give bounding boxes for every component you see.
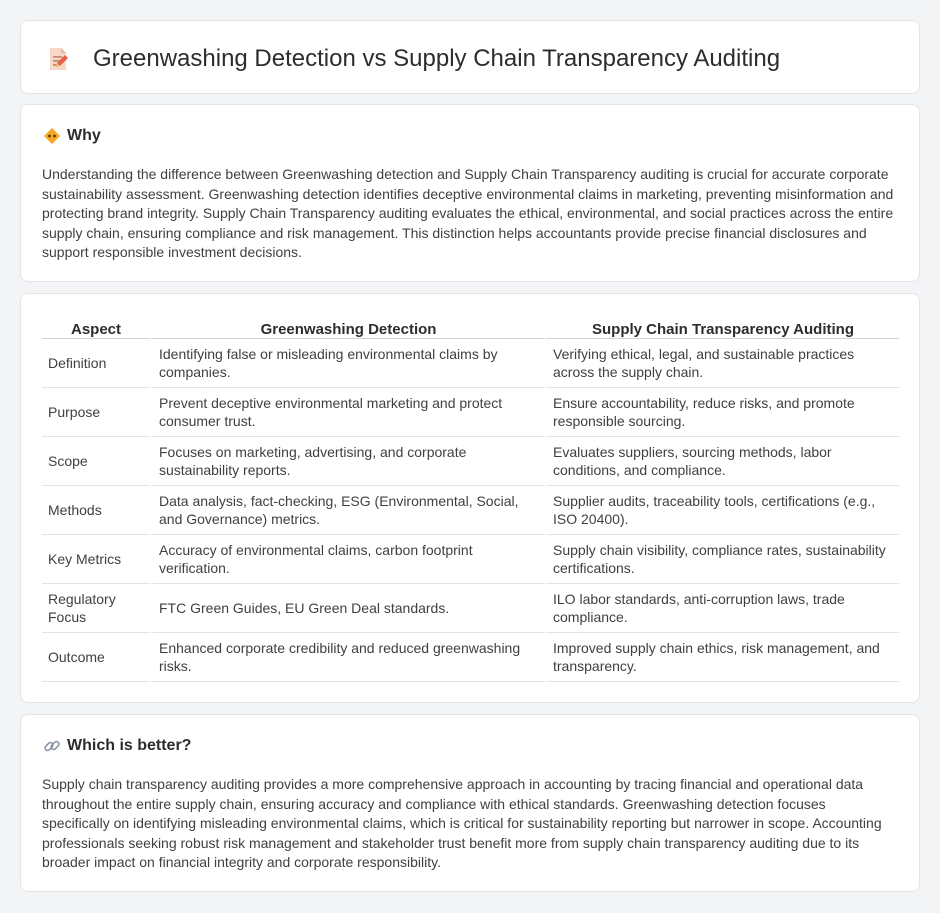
table-header-row — [42, 315, 899, 339]
row-supply-chain: Supplier audits, traceability tools, certifications (e.g., ISO 20400). — [544, 486, 899, 535]
row-aspect: Definition — [42, 339, 150, 388]
row-supply-chain: Improved supply chain ethics, risk management, and transparency. — [544, 633, 899, 682]
why-heading-row — [43, 127, 101, 145]
table-row — [42, 584, 899, 633]
row-greenwashing: Identifying false or misleading environmental claims by companies. — [150, 339, 544, 388]
row-greenwashing: Focuses on marketing, advertising, and corporate sustainability reports. — [150, 437, 544, 486]
better-body: Supply chain transparency auditing provides a more comprehensive approach in accounting by tracing financial and operational data throughout the entire supply chain, ensuring accuracy and compliance with ethical standards. Greenwashing detection focuses specifically on identifying misleading environmental claims, which is critical for sustainability reporting but narrower in scope. Accounting professionals seeking robust risk management and stakeholder trust benefit more from supply chain transparency auditing due to its broader impact on financial integrity and corporate responsibility. — [42, 776, 882, 871]
diamond-sign-icon — [43, 127, 61, 145]
page-title: Greenwashing Detection vs Supply Chain Transparency Auditing — [93, 45, 781, 72]
row-greenwashing: Data analysis, fact-checking, ESG (Environmental, Social, and Governance) metrics. — [150, 486, 544, 535]
row-supply-chain: Ensure accountability, reduce risks, and promote responsible sourcing. — [544, 388, 899, 437]
table-row — [42, 437, 899, 486]
header-greenwashing: Greenwashing Detection — [150, 315, 544, 339]
row-greenwashing: FTC Green Guides, EU Green Deal standards. — [150, 584, 544, 633]
row-aspect: Scope — [42, 437, 150, 486]
table-row — [42, 633, 899, 682]
row-aspect: Key Metrics — [42, 535, 150, 584]
comparison-table — [42, 315, 899, 682]
comparison-section — [20, 293, 920, 703]
why-heading: Why — [67, 127, 101, 144]
row-aspect: Regulatory Focus — [42, 584, 150, 633]
link-icon — [43, 737, 61, 755]
row-supply-chain: Supply chain visibility, compliance rates, sustainability certifications. — [544, 535, 899, 584]
document-pen-icon — [45, 46, 71, 72]
row-aspect: Methods — [42, 486, 150, 535]
better-heading-row — [43, 737, 191, 755]
better-heading: Which is better? — [67, 737, 192, 754]
row-greenwashing: Accuracy of environmental claims, carbon footprint verification. — [150, 535, 544, 584]
table-row — [42, 535, 899, 584]
row-supply-chain: Verifying ethical, legal, and sustainable practices across the supply chain. — [544, 339, 899, 388]
row-aspect: Outcome — [42, 633, 150, 682]
header-aspect: Aspect — [42, 315, 150, 339]
header-supply-chain: Supply Chain Transparency Auditing — [544, 315, 899, 339]
table-row — [42, 486, 899, 535]
title-row — [45, 45, 780, 73]
table-row — [42, 388, 899, 437]
why-section — [20, 104, 920, 282]
row-supply-chain: ILO labor standards, anti-corruption laws, trade compliance. — [544, 584, 899, 633]
which-better-section — [20, 714, 920, 892]
row-aspect: Purpose — [42, 388, 150, 437]
row-greenwashing: Prevent deceptive environmental marketing and protect consumer trust. — [150, 388, 544, 437]
row-greenwashing: Enhanced corporate credibility and reduced greenwashing risks. — [150, 633, 544, 682]
table-row — [42, 339, 899, 388]
title-card — [20, 20, 920, 94]
row-supply-chain: Evaluates suppliers, sourcing methods, labor conditions, and compliance. — [544, 437, 899, 486]
why-body: Understanding the difference between Greenwashing detection and Supply Chain Transparency auditing is crucial for accurate corporate sustainability assessment. Greenwashing detection identifies deceptive environmental claims in marketing, preventing misinformation and protecting brand integrity. Supply Chain Transparency auditing evaluates the ethical, environmental, and social practices across the entire supply chain, ensuring compliance and risk management. This distinction helps accountants provide precise financial disclosures and support responsible investment decisions. — [42, 166, 894, 261]
